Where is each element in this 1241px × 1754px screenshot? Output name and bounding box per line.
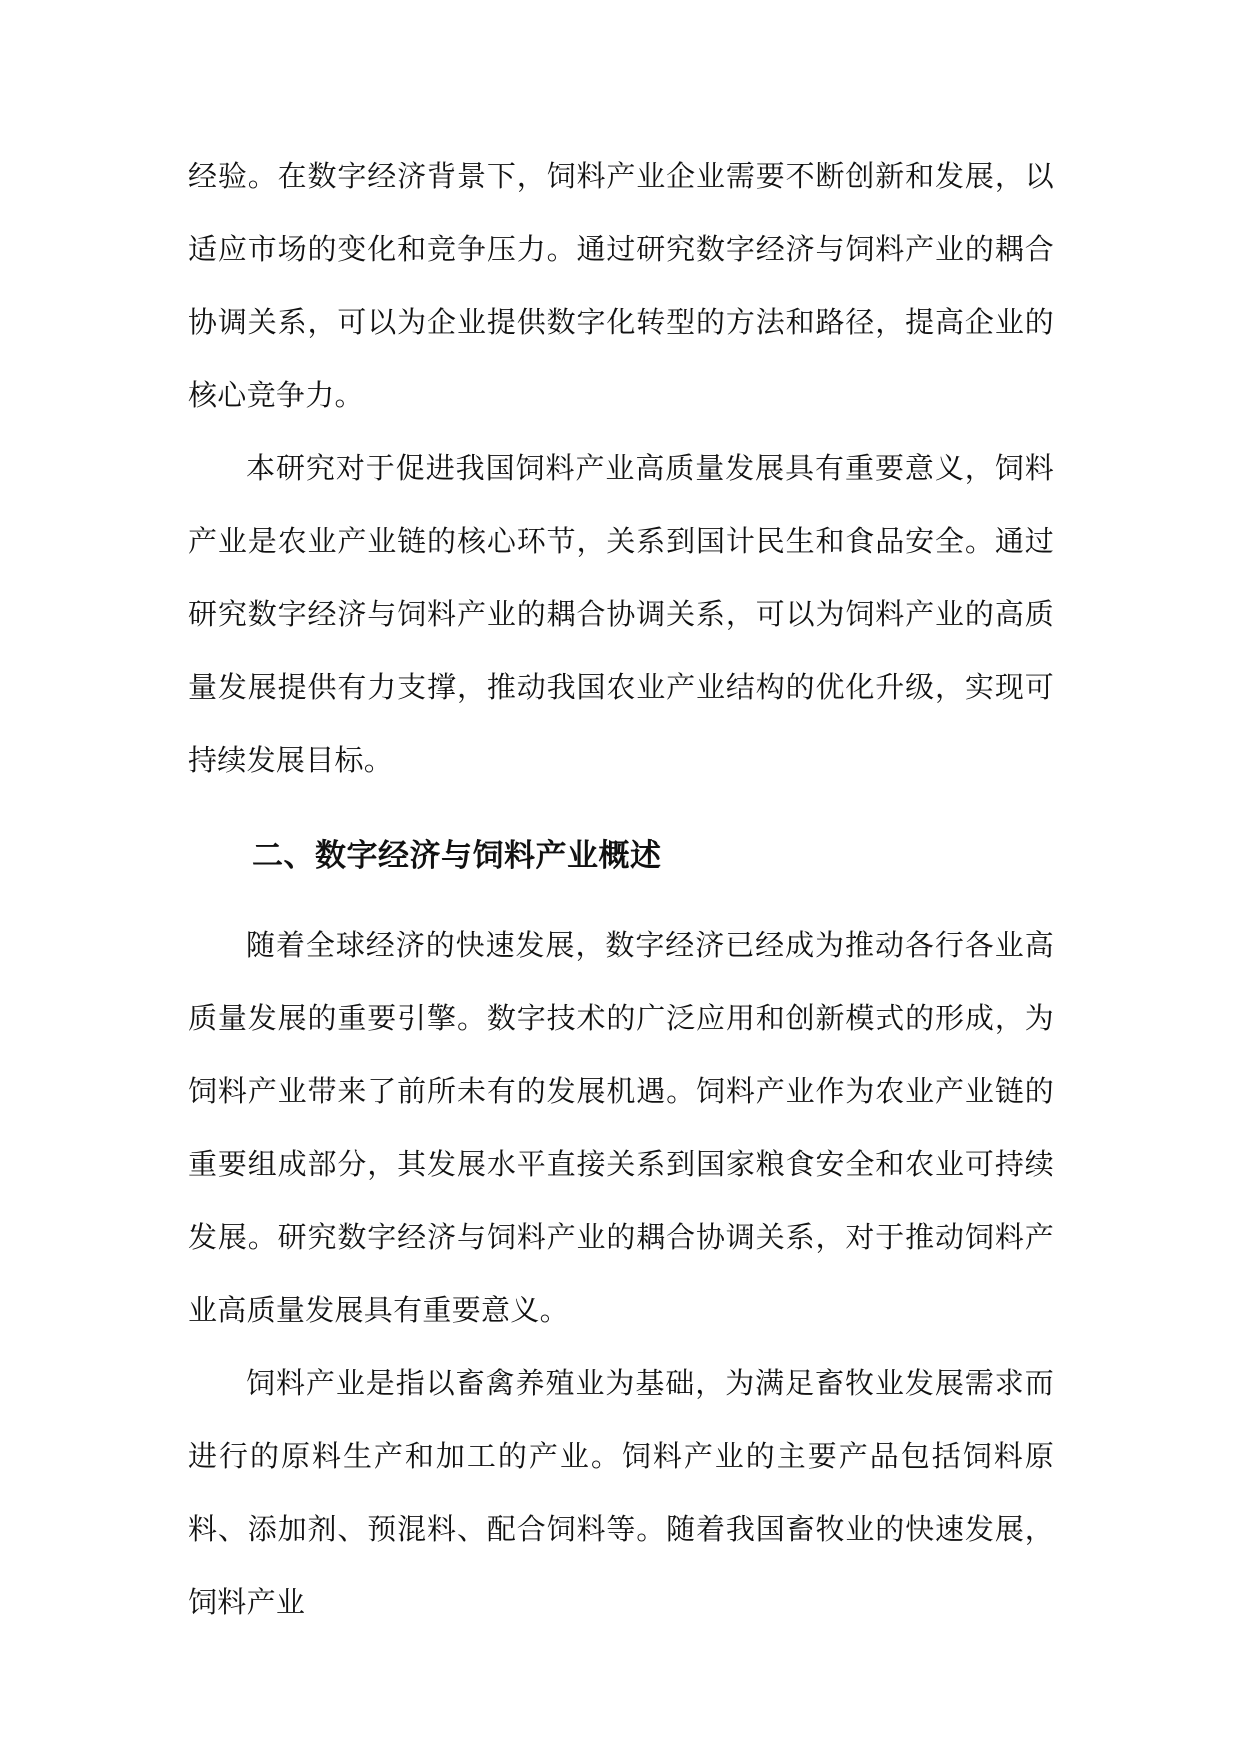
feed-industry-paragraph: 饲料产业是指以畜禽养殖业为基础，为满足畜牧业发展需求而进行的原料生产和加工的产业。饲料产业的主要产品包括饲料原料、添加剂、预混料、配合饲料等。随着我国畜牧业的快速发展，饲料产业 bbox=[188, 1366, 1054, 1619]
significance-paragraph: 本研究对于促进我国饲料产业高质量发展具有重要意义，饲料产业是农业产业链的核心环节，关系到国计民生和食品安全。通过研究数字经济与饲料产业的耦合协调关系，可以为饲料产业的高质量发展提供有力支撑，推动我国农业产业结构的优化升级，实现可持续发展目标。 bbox=[188, 451, 1054, 777]
document-body bbox=[188, 140, 1054, 1639]
section-heading: 二、数字经济与饲料产业概述 bbox=[252, 838, 662, 874]
overview-paragraph: 随着全球经济的快速发展，数字经济已经成为推动各行各业高质量发展的重要引擎。数字技术的广泛应用和创新模式的形成，为饲料产业带来了前所未有的发展机遇。饲料产业作为农业产业链的重要组成部分，其发展水平直接关系到国家粮食安全和农业可持续发展。研究数字经济与饲料产业的耦合协调关系，对于推动饲料产业高质量发展具有重要意义。 bbox=[188, 928, 1054, 1327]
continued-paragraph: 经验。在数字经济背景下，饲料产业企业需要不断创新和发展，以适应市场的变化和竞争压力。通过研究数字经济与饲料产业的耦合协调关系，可以为企业提供数字化转型的方法和路径，提高企业的核心竞争力。 bbox=[188, 159, 1054, 412]
